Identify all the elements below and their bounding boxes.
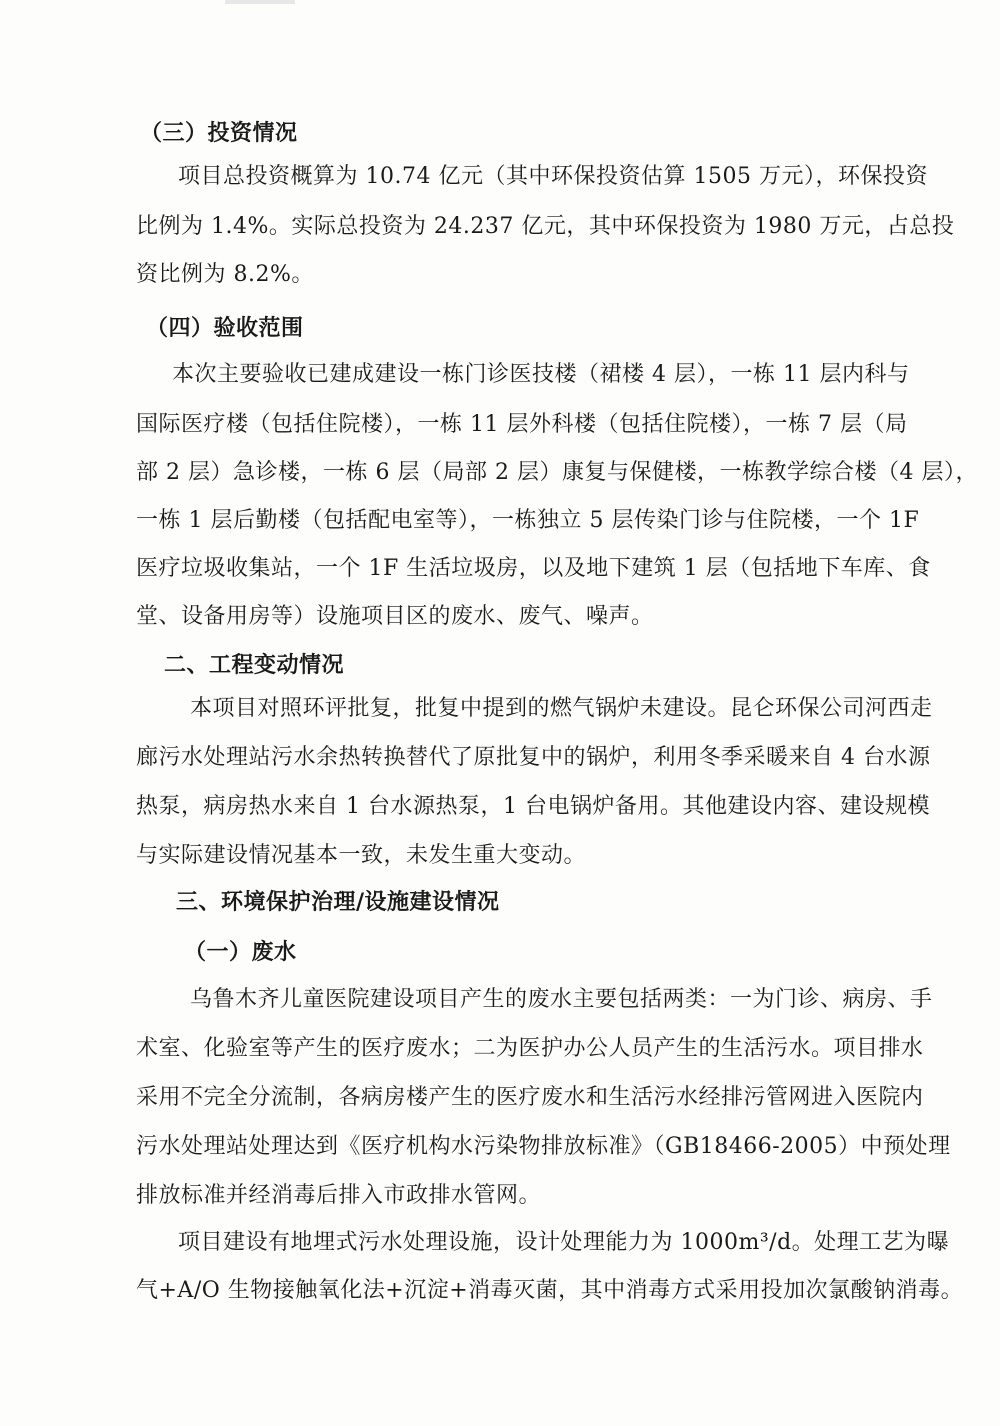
section-heading-changes: 二、工程变动情况	[164, 652, 345, 678]
paragraph-line: 本项目对照环评批复，批复中提到的燃气锅炉未建设。昆仑环保公司河西走	[190, 696, 933, 721]
paragraph-line: 与实际建设情况基本一致，未发生重大变动。	[136, 843, 587, 868]
paragraph-line: 本次主要验收已建成建设一栋门诊医技楼（裙楼 4 层），一栋 11 层内科与	[172, 362, 910, 387]
paragraph-line: 廊污水处理站污水余热转换替代了原批复中的锅炉，利用冬季采暖来自 4 台水源	[136, 745, 931, 770]
paragraph-line: 热泵，病房热水来自 1 台水源热泵，1 台电锅炉备用。其他建设内容、建设规模	[136, 794, 930, 819]
paragraph-line: 气+A/O 生物接触氧化法+沉淀+消毒灭菌，其中消毒方式采用投加次氯酸钠消毒。	[136, 1278, 964, 1303]
paragraph-line: 项目总投资概算为 10.74 亿元（其中环保投资估算 1505 万元），环保投资	[178, 164, 928, 189]
paragraph-line: 医疗垃圾收集站，一个 1F 生活垃圾房，以及地下建筑 1 层（包括地下车库、食	[136, 556, 931, 581]
paragraph-line: 项目建设有地埋式污水处理设施，设计处理能力为 1000m³/d。处理工艺为曝	[178, 1230, 950, 1255]
paragraph-line: 污水处理站处理达到《医疗机构水污染物排放标准》（GB18466-2005）中预处理	[136, 1134, 951, 1159]
paragraph-line: 采用不完全分流制，各病房楼产生的医疗废水和生活污水经排污管网进入医院内	[136, 1085, 924, 1110]
section-heading-investment: （三）投资情况	[140, 120, 298, 146]
paragraph-line: 堂、设备用房等）设施项目区的废水、废气、噪声。	[136, 604, 654, 629]
section-heading-environment: 三、环境保护治理/设施建设情况	[176, 889, 500, 915]
paragraph-line: 国际医疗楼（包括住院楼），一栋 11 层外科楼（包括住院楼），一栋 7 层（局	[136, 412, 908, 437]
paragraph-line: 一栋 1 层后勤楼（包括配电室等），一栋独立 5 层传染门诊与住院楼，一个 1F	[136, 508, 920, 533]
paragraph-line: 排放标准并经消毒后排入市政排水管网。	[136, 1183, 542, 1208]
paragraph-line: 部 2 层）急诊楼，一栋 6 层（局部 2 层）康复与保健楼，一栋教学综合楼（4 层），	[136, 460, 978, 485]
paragraph-line: 术室、化验室等产生的医疗废水；二为医护办公人员产生的生活污水。项目排水	[136, 1036, 924, 1061]
scan-artifact	[225, 0, 295, 4]
section-heading-scope: （四）验收范围	[146, 315, 304, 341]
paragraph-line: 资比例为 8.2%。	[136, 262, 314, 287]
paragraph-line: 比例为 1.4%。实际总投资为 24.237 亿元，其中环保投资为 1980 万元，占总投	[136, 214, 955, 239]
section-heading-wastewater: （一）废水	[184, 939, 297, 965]
paragraph-line: 乌鲁木齐儿童医院建设项目产生的废水主要包括两类：一为门诊、病房、手	[190, 987, 933, 1012]
